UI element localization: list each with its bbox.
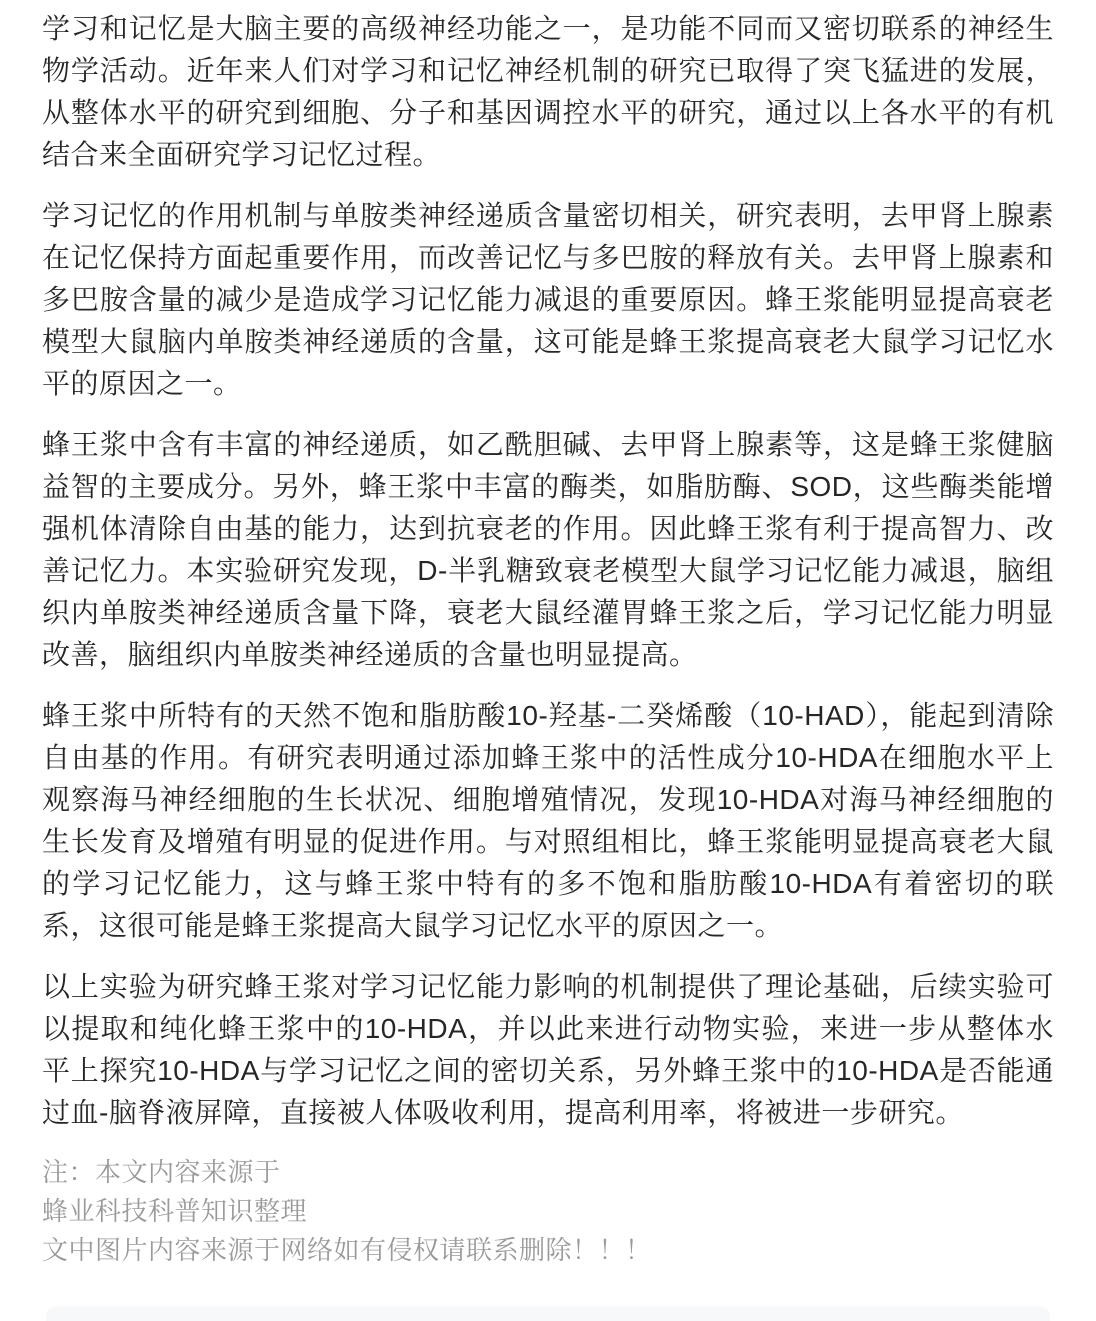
- paragraph-royal-jelly-components: 蜂王浆中含有丰富的神经递质，如乙酰胆碱、去甲肾上腺素等，这是蜂王浆健脑益智的主要成分。另外，蜂王浆中丰富的酶类，如脂肪酶、SOD，这些酶类能增强机体清除自由基的能力，达到抗衰老的作用。因此蜂王浆有利于提高智力、改善记忆力。本实验研究发现，D-半乳糖致衰老模型大鼠学习记忆能力减退，脑组织内单胺类神经递质含量下降，衰老大鼠经灌胃蜂王浆之后，学习记忆能力明显改善，脑组织内单胺类神经递质的含量也明显提高。: [42, 429, 1054, 670]
- note-line-disclaimer: 文中图片内容来源于网络如有侵权请联系删除！！！: [42, 1235, 652, 1265]
- note-line-source: 注：本文内容来源于: [42, 1157, 281, 1187]
- paragraph-10-hda: 蜂王浆中所特有的天然不饱和脂肪酸10-羟基-二癸烯酸（10-HAD），能起到清除自由基的作用。有研究表明通过添加蜂王浆中的活性成分10-HDA在细胞水平上观察海马神经细胞的生长状况、细胞增殖情况，发现10-HDA对海马神经细胞的生长发育及增殖有明显的促进作用。与对照组相比，蜂王浆能明显提高衰老大鼠的学习记忆能力，这与蜂王浆中特有的多不饱和脂肪酸10-HDA有着密切的联系，这很可能是蜂王浆提高大鼠学习记忆水平的原因之一。: [42, 700, 1054, 941]
- note-line-credit: 蜂业科技科普知识整理: [42, 1196, 308, 1226]
- source-note: [42, 1153, 1054, 1270]
- paragraph-conclusion: 以上实验为研究蜂王浆对学习记忆能力影响的机制提供了理论基础，后续实验可以提取和纯化蜂王浆中的10-HDA，并以此来进行动物实验，来进一步从整体水平上探究10-HDA与学习记忆之间的密切关系，另外蜂王浆中的10-HDA是否能通过血-脑脊液屏障，直接被人体吸收利用，提高利用率，将被进一步研究。: [42, 971, 1054, 1128]
- paragraph-intro: 学习和记忆是大脑主要的高级神经功能之一，是功能不同而又密切联系的神经生物学活动。近年来人们对学习和记忆神经机制的研究已取得了突飞猛进的发展，从整体水平的研究到细胞、分子和基因调控水平的研究，通过以上各水平的有机结合来全面研究学习记忆过程。: [42, 13, 1054, 170]
- next-section-card-edge: [46, 1307, 1050, 1321]
- paragraph-mechanism: 学习记忆的作用机制与单胺类神经递质含量密切相关，研究表明，去甲肾上腺素在记忆保持方面起重要作用，而改善记忆与多巴胺的释放有关。去甲肾上腺素和多巴胺含量的减少是造成学习记忆能力减退的重要原因。蜂王浆能明显提高衰老模型大鼠脑内单胺类神经递质的含量，这可能是蜂王浆提高衰老大鼠学习记忆水平的原因之一。: [42, 200, 1054, 399]
